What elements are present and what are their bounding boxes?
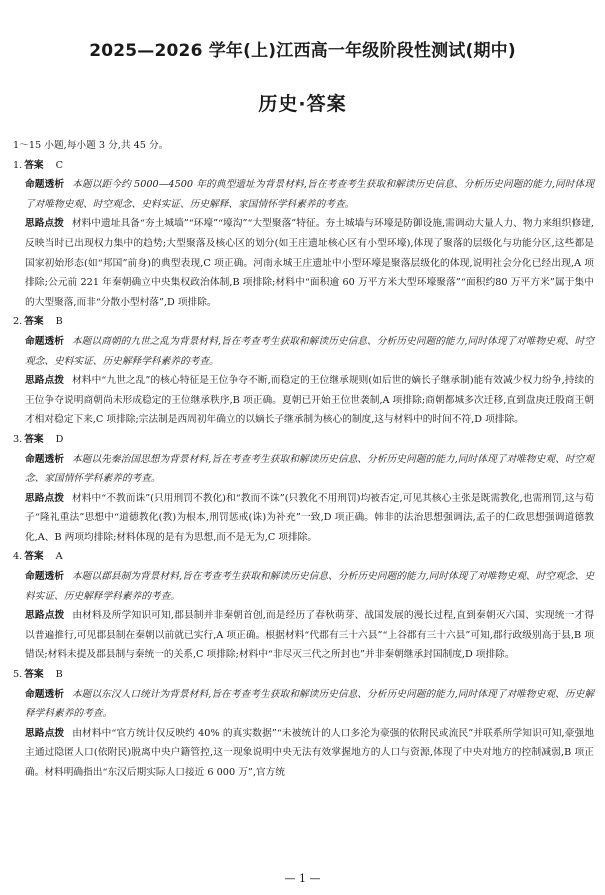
answer-label: 答案: [24, 316, 44, 328]
page-number: — 1 —: [284, 872, 321, 885]
tips-label: 思路点拨: [25, 610, 65, 622]
question-header: [13, 430, 594, 450]
analysis-label: 命题透析: [25, 571, 64, 583]
analysis-label: 命题透析: [25, 335, 64, 347]
question-number: 4.: [13, 551, 23, 563]
tips-label: 思路点拨: [25, 492, 64, 504]
question-number: 5.: [13, 669, 23, 681]
answer-value: D: [55, 433, 64, 445]
analysis-label: 命题透析: [25, 453, 64, 465]
analysis-text: 本题以郡县制为背景材料,旨在考查考生获取和解读历史信息、分析历史问题的能力,同时体现了对唯物史观、时空观念、史料实证、历史解释学科素养的考查。: [25, 571, 595, 602]
section-intro: 1～15 小题,每小题 3 分,共 45 分。: [13, 140, 169, 151]
question-header: [13, 312, 594, 332]
analysis-paragraph: [13, 332, 594, 371]
answer-content: [13, 136, 594, 783]
page-title: 2025—2026 学年(上)江西高一年级阶段性测试(期中): [89, 41, 516, 61]
tips-paragraph: [13, 371, 594, 430]
tips-text: 由材料及所学知识可知,郡县制并非秦朝首创,而是经历了春秋萌芽、战国发展的漫长过程,直到秦朝灭六国、实现统一才得以普遍推行,可见郡县制在秦朝以前就已实行,A 项正确。根据材料“代郡有三十六县”“上谷郡有三十六县”可知,郡行政级别高于县,B 项错误;材料未提及郡县制与秦统一的关系,C 项排除;材料中“非尽灭三代之所封也”并非秦朝继承封国制度,D 项排除。: [25, 610, 595, 661]
question-block-2: [13, 312, 594, 430]
question-block-1: [13, 156, 594, 313]
answer-label: 答案: [24, 159, 44, 171]
tips-paragraph: [13, 489, 594, 548]
analysis-label: 命题透析: [25, 688, 64, 700]
analysis-paragraph: [13, 450, 594, 489]
answer-value: B: [55, 316, 63, 328]
answer-label: 答案: [24, 433, 44, 445]
tips-paragraph: [13, 214, 594, 312]
answer-label: 答案: [24, 669, 44, 681]
answer-label: 答案: [24, 551, 44, 563]
question-block-3: [13, 430, 594, 548]
analysis-paragraph: [13, 685, 594, 724]
tips-paragraph: [13, 724, 594, 783]
question-block-5: [13, 665, 594, 783]
answer-value: C: [55, 159, 64, 171]
question-header: [13, 547, 594, 567]
analysis-text: 本题以距今约 5000—4500 年的典型遗址为背景材料,旨在考查考生获取和解读历史信息、分析历史问题的能力,同时体现了对唯物史观、时空观念、史料实证、历史解释、家国情怀学科素养的考查。: [25, 179, 595, 210]
page-subtitle: 历史·答案: [258, 93, 347, 115]
tips-label: 思路点拨: [25, 218, 64, 230]
question-number: 2.: [13, 316, 23, 328]
answer-value: A: [55, 551, 63, 563]
question-number: 3.: [13, 433, 23, 445]
analysis-paragraph: [13, 567, 594, 606]
tips-paragraph: [13, 606, 594, 665]
analysis-text: 本题以商朝的九世之乱为背景材料,旨在考查考生获取和解读历史信息、分析历史问题的能力,同时体现了对唯物史观、时空观念、史料实证、历史解释学科素养的考查。: [25, 335, 595, 367]
tips-text: 材料中遗址具备“夯土城墙”“环壕”“壕沟”“大型聚落”特征。夯土城墙与环壕是防御设施,需调动大量人力、物力来组织修建,反映当时已出现权力集中的趋势;大型聚落及核心区的划分(如王庄遗址核心区有小型环壕),体现了聚落的层级化与功能分区,这些都是国家初始形态(如“邦国”前身)的典型表现,C 项正确。河南永城王庄遗址中小型环壕是聚落层级化的体现,说明社会分化已经出现,A 项排除;公元前 221 年秦朝确立中央集权政治体制,B 项排除;材料中“面积逾 60 万平方米大型环壕聚落”“面积约80 万平方米”属于集中的大型聚落,而非“分散小型村落”,D 项排除。: [25, 218, 594, 308]
tips-text: 材料中“九世之乱”的核心特征是王位争夺不断,而稳定的王位继承规则(如后世的嫡长子继承制)能有效减少权力纷争,持续的王位争夺说明商朝尚未形成稳定的王位继承秩序,B 项正确。夏朝已开始王位世袭制,A 项排除;商朝都城多次迁移,直到盘庚迁殷商王朝才相对稳定下来,C 项排除;宗法制是西周初年确立的以嫡长子继承制为核心的制度,这与材料中的时间不符,D 项排除。: [25, 375, 595, 426]
tips-text: 材料中“不教而诛”(只用刑罚不教化)和“教而不诛”(只教化不用刑罚)均被否定,可见其核心主张是既需教化,也需刑罚,这与荀子“隆礼重法”思想中“道德教化(教)为根本,刑罚惩戒(诛)为补充”一致,D 项正确。韩非的法治思想强调法,孟子的仁政思想强调道德教化,A、B 两项均排除;材料体现的是有为思想,而不是无为,C 项排除。: [25, 492, 595, 543]
analysis-paragraph: [13, 175, 594, 214]
question-number: 1.: [13, 159, 23, 171]
tips-text: 由材料中“官方统计仅反映约 40% 的真实数据”“未被统计的人口多沦为豪强的依附民或流民”并联系所学知识可知,豪强地主通过隐匿人口(依附民)脱离中央户籍管控,这一现象说明中央无法有效掌握地方的人口与资源,体现了中央对地方的控制减弱,B 项正确。材料明确指出“东汉后期实际人口接近 6 000 万”,官方统: [25, 727, 594, 778]
tips-label: 思路点拨: [25, 375, 65, 387]
tips-label: 思路点拨: [25, 727, 65, 739]
question-block-4: [13, 547, 594, 665]
question-header: [13, 665, 594, 685]
question-header: [13, 156, 594, 176]
analysis-text: 本题以东汉人口统计为背景材料,旨在考查考生获取和解读历史信息、分析历史问题的能力,同时体现了对唯物史观、历史解释学科素养的考查。: [25, 688, 595, 720]
analysis-text: 本题以先秦治国思想为背景材料,旨在考查考生获取和解读历史信息、分析历史问题的能力,同时体现了对唯物史观、时空观念、家国情怀学科素养的考查。: [25, 453, 595, 485]
answer-value: B: [55, 669, 63, 681]
analysis-label: 命题透析: [25, 179, 65, 191]
